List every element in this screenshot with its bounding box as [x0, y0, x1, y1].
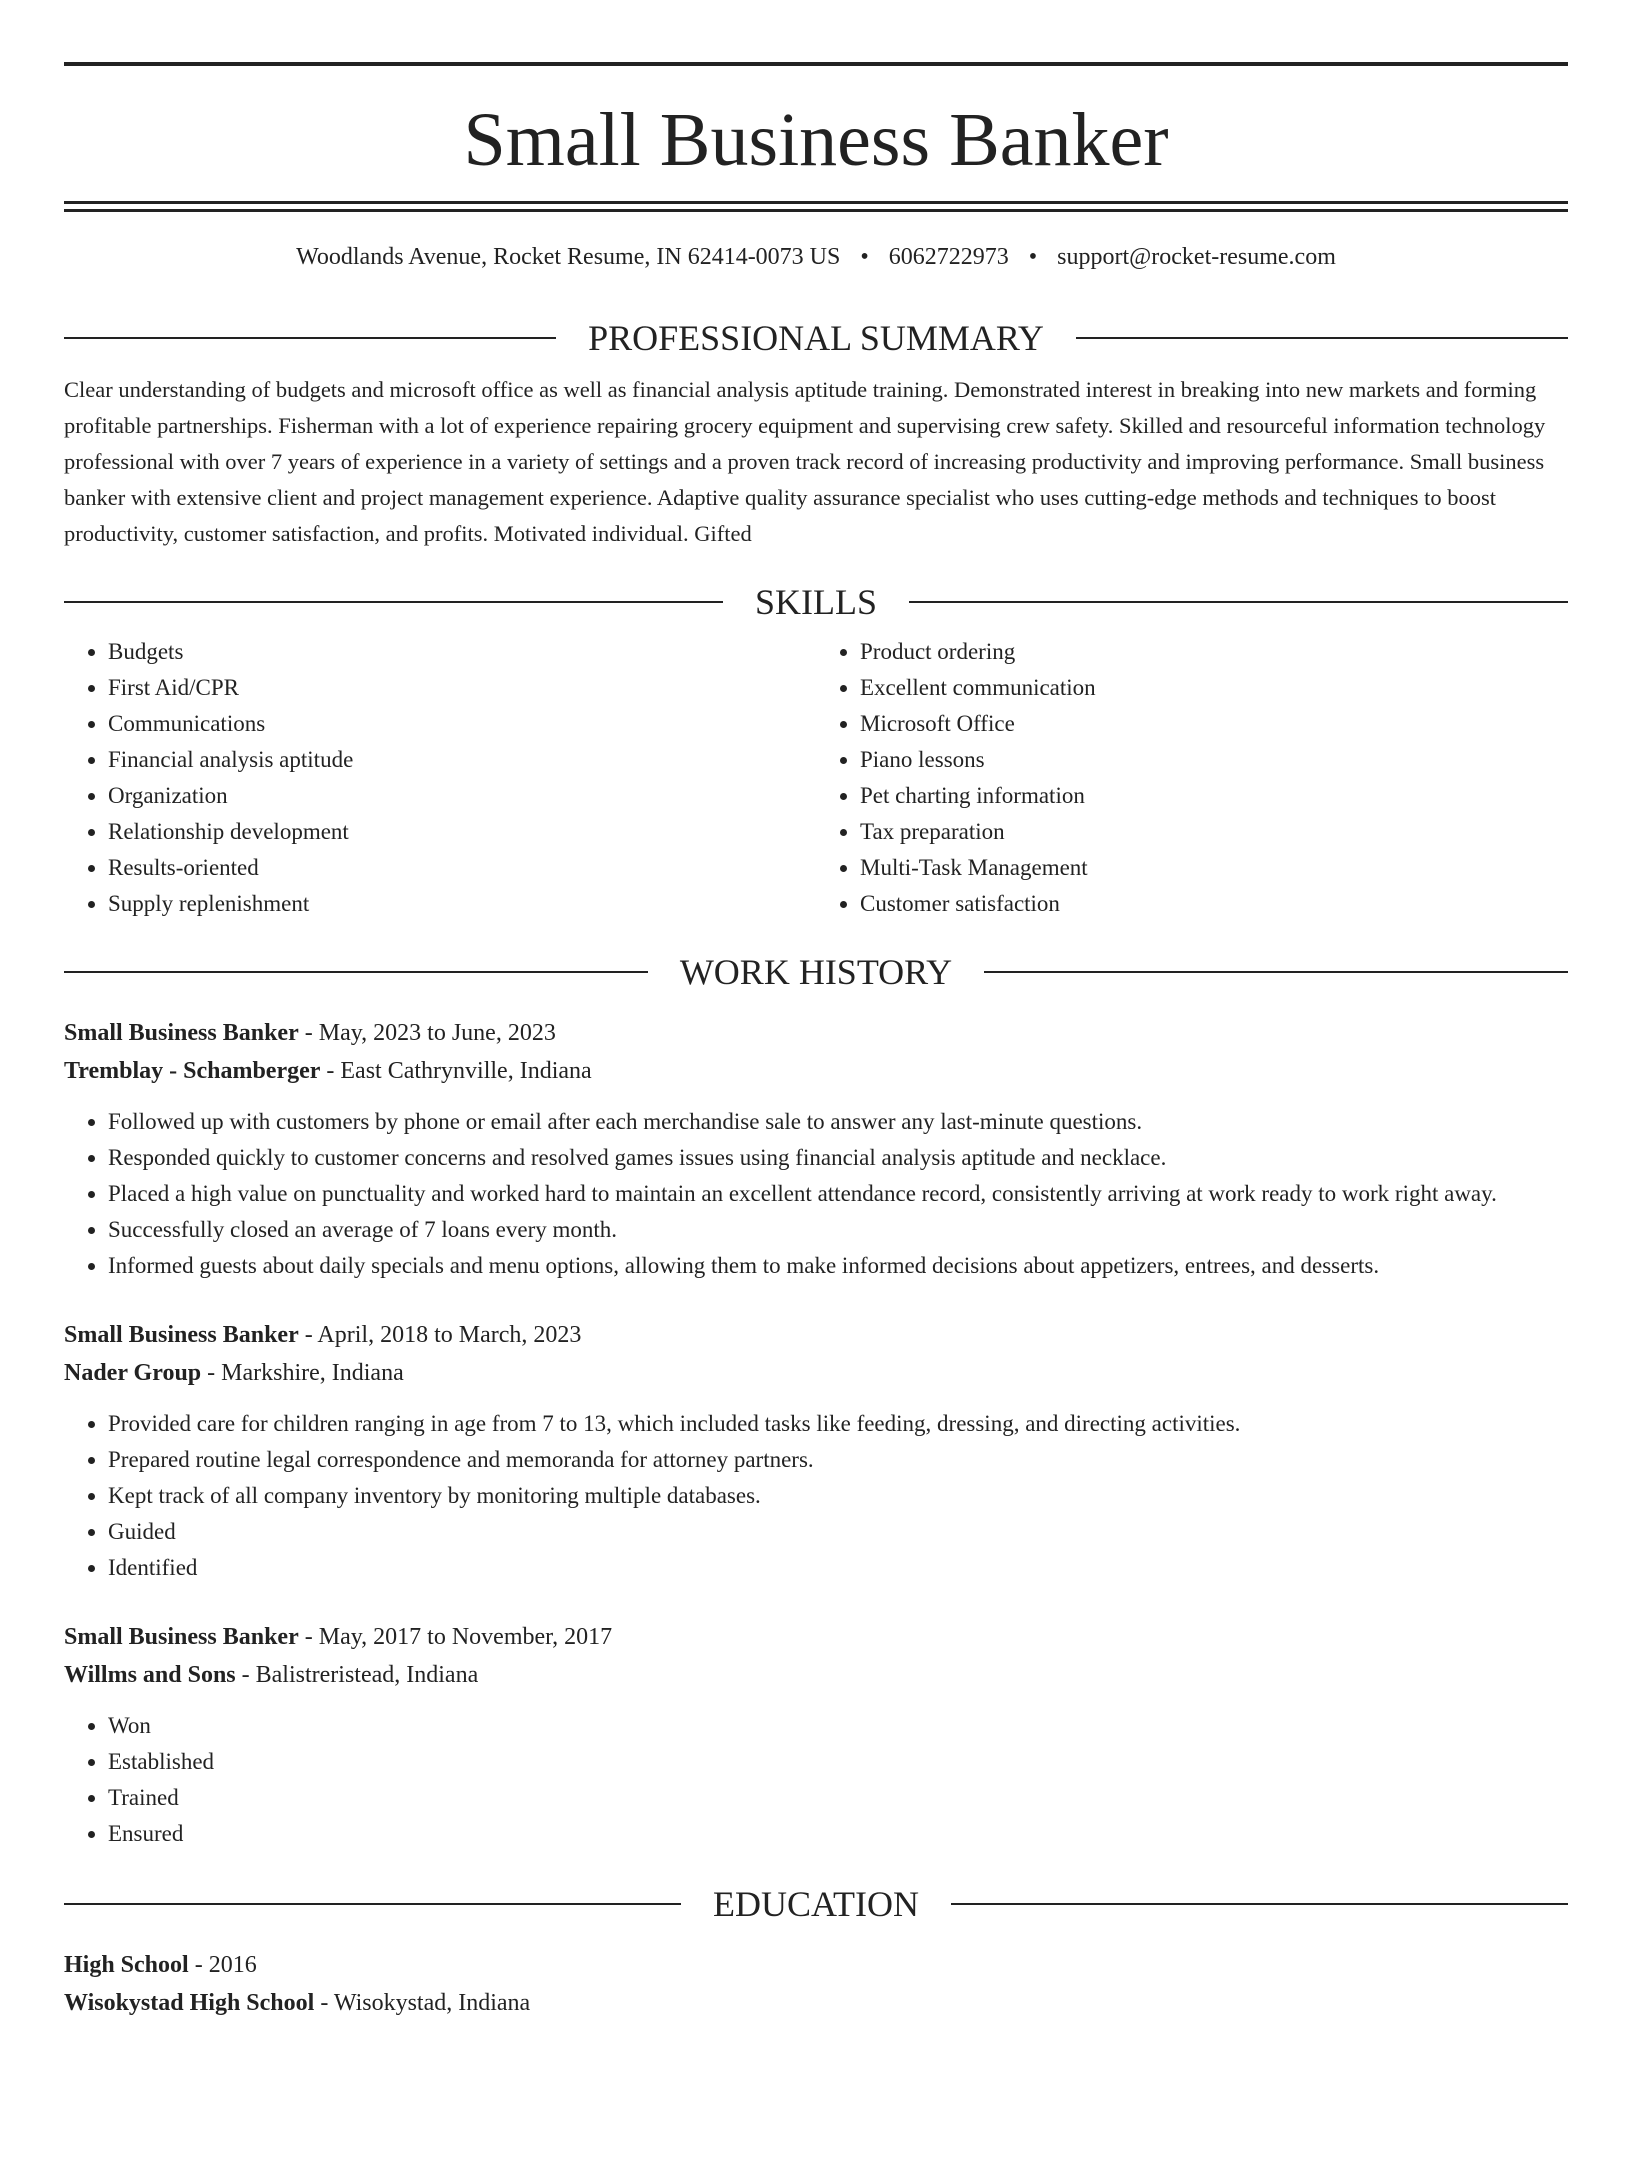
job-title-line	[64, 1618, 1568, 1656]
job-entry	[64, 1014, 1568, 1284]
skill-item: • Microsoft Office	[860, 706, 1568, 742]
job-bullet: • Followed up with customers by phone or email after each merchandise sale to answer any last-minute questions.	[108, 1104, 1568, 1140]
job-company: Willms and Sons	[64, 1662, 236, 1688]
top-divider	[64, 62, 1568, 66]
skill-item: • Financial analysis aptitude	[108, 742, 816, 778]
contact-separator: •	[860, 244, 869, 270]
skill-item: • Excellent communication	[860, 670, 1568, 706]
skill-item: • Tax preparation	[860, 814, 1568, 850]
job-location: - East Cathrynville, Indiana	[320, 1058, 592, 1084]
skills-column-left	[64, 634, 816, 922]
skill-item: • Product ordering	[860, 634, 1568, 670]
job-entry	[64, 1316, 1568, 1586]
job-bullets	[64, 1406, 1568, 1586]
job-bullets	[64, 1104, 1568, 1284]
contact-email: support@rocket-resume.com	[1057, 244, 1336, 270]
job-bullet: • Successfully closed an average of 7 loans every month.	[108, 1212, 1568, 1248]
skill-item: • Supply replenishment	[108, 886, 816, 922]
heading-rule-right	[984, 971, 1568, 973]
skill-item: • Communications	[108, 706, 816, 742]
job-title-line	[64, 1014, 1568, 1052]
skills-column-right	[816, 634, 1568, 922]
summary-section-heading	[64, 318, 1568, 358]
job-bullet: • Responded quickly to customer concerns and resolved games issues using financial analysis aptitude and necklace.	[108, 1140, 1568, 1176]
work-heading: WORK HISTORY	[679, 952, 953, 992]
job-company-line	[64, 1354, 1568, 1392]
job-bullet: • Trained	[108, 1780, 1568, 1816]
education-school: Wisokystad High School	[64, 1990, 315, 2016]
contact-address: Woodlands Avenue, Rocket Resume, IN 62414-0073 US	[296, 244, 841, 270]
education-section-heading	[64, 1884, 1568, 1924]
resume-page	[0, 62, 1632, 2174]
job-location: - Balistreristead, Indiana	[235, 1662, 479, 1688]
education-year: - 2016	[188, 1952, 257, 1978]
skill-item: • Results-oriented	[108, 850, 816, 886]
skill-item: • Organization	[108, 778, 816, 814]
heading-rule-left	[64, 1903, 681, 1905]
skill-item: • Relationship development	[108, 814, 816, 850]
job-title-line	[64, 1316, 1568, 1354]
job-bullet: • Prepared routine legal correspondence and memoranda for attorney partners.	[108, 1442, 1568, 1478]
job-dates: - April, 2018 to March, 2023	[298, 1322, 582, 1348]
skill-item: • Piano lessons	[860, 742, 1568, 778]
heading-rule-left	[64, 971, 648, 973]
skill-item: • Customer satisfaction	[860, 886, 1568, 922]
heading-rule-left	[64, 337, 556, 339]
skill-item: • Budgets	[108, 634, 816, 670]
work-section-heading	[64, 952, 1568, 992]
job-bullet: • Identified	[108, 1550, 1568, 1586]
contact-separator: •	[1028, 244, 1038, 270]
skills-heading: SKILLS	[755, 582, 878, 622]
job-bullet: • Informed guests about daily specials and menu options, allowing them to make informed decisions about appetizers, entrees, and desserts.	[108, 1248, 1568, 1284]
heading-rule-left	[64, 601, 723, 603]
candidate-name: Small Business Banker	[463, 98, 1169, 182]
skill-item: • First Aid/CPR	[108, 670, 816, 706]
heading-rule-right	[951, 1903, 1568, 1905]
job-title: Small Business Banker	[64, 1020, 299, 1046]
job-bullet: • Provided care for children ranging in age from 7 to 13, which included tasks like feeding, dressing, and directing activities.	[108, 1406, 1568, 1442]
summary-heading: PROFESSIONAL SUMMARY	[588, 318, 1044, 358]
job-bullets	[64, 1708, 1568, 1852]
education-location: - Wisokystad, Indiana	[314, 1990, 531, 2016]
contact-line	[64, 242, 1568, 272]
education-school-line	[64, 1984, 1568, 2022]
education-heading: EDUCATION	[713, 1884, 919, 1924]
job-company: Nader Group	[64, 1360, 202, 1386]
job-bullet: • Guided	[108, 1514, 1568, 1550]
skills-list	[64, 634, 1568, 922]
summary-text: Clear understanding of budgets and microsoft office as well as financial analysis aptitude training. Demonstrated interest in breaking into new markets and forming profitable partnerships. Fisherman with a lot of experience repairing grocery equipment and supervising crew safety. Skilled and resourceful information technology professional with over 7 years of experience in a variety of settings and a proven track record of increasing productivity and improving performance. Small business banker with extensive client and project management experience. Adaptive quality assurance specialist who uses cutting-edge methods and techniques to boost productivity, customer satisfaction, and profits. Motivated individual. Gifted	[64, 377, 1546, 546]
job-title: Small Business Banker	[64, 1322, 299, 1348]
job-location: - Markshire, Indiana	[201, 1360, 404, 1386]
job-bullet: • Kept track of all company inventory by monitoring multiple databases.	[108, 1478, 1568, 1514]
education-entry	[64, 1946, 1568, 2022]
job-company-line	[64, 1052, 1568, 1090]
header-double-divider	[64, 201, 1568, 212]
job-bullet: • Placed a high value on punctuality and worked hard to maintain an excellent attendance record, consistently arriving at work ready to work right away.	[108, 1176, 1568, 1212]
skill-item: • Pet charting information	[860, 778, 1568, 814]
job-dates: - May, 2023 to June, 2023	[298, 1020, 556, 1046]
job-title: Small Business Banker	[64, 1624, 299, 1650]
job-bullet: • Established	[108, 1744, 1568, 1780]
education-degree: High School	[64, 1952, 189, 1978]
education-degree-line	[64, 1946, 1568, 1984]
job-company-line	[64, 1656, 1568, 1694]
job-entry	[64, 1618, 1568, 1852]
contact-phone: 6062722973	[888, 244, 1009, 270]
job-bullet: • Won	[108, 1708, 1568, 1744]
job-dates: - May, 2017 to November, 2017	[298, 1624, 613, 1650]
job-bullet: • Ensured	[108, 1816, 1568, 1852]
heading-rule-right	[909, 601, 1568, 603]
skill-item: • Multi-Task Management	[860, 850, 1568, 886]
job-company: Tremblay - Schamberger	[64, 1058, 321, 1084]
skills-section-heading	[64, 582, 1568, 622]
heading-rule-right	[1076, 337, 1568, 339]
